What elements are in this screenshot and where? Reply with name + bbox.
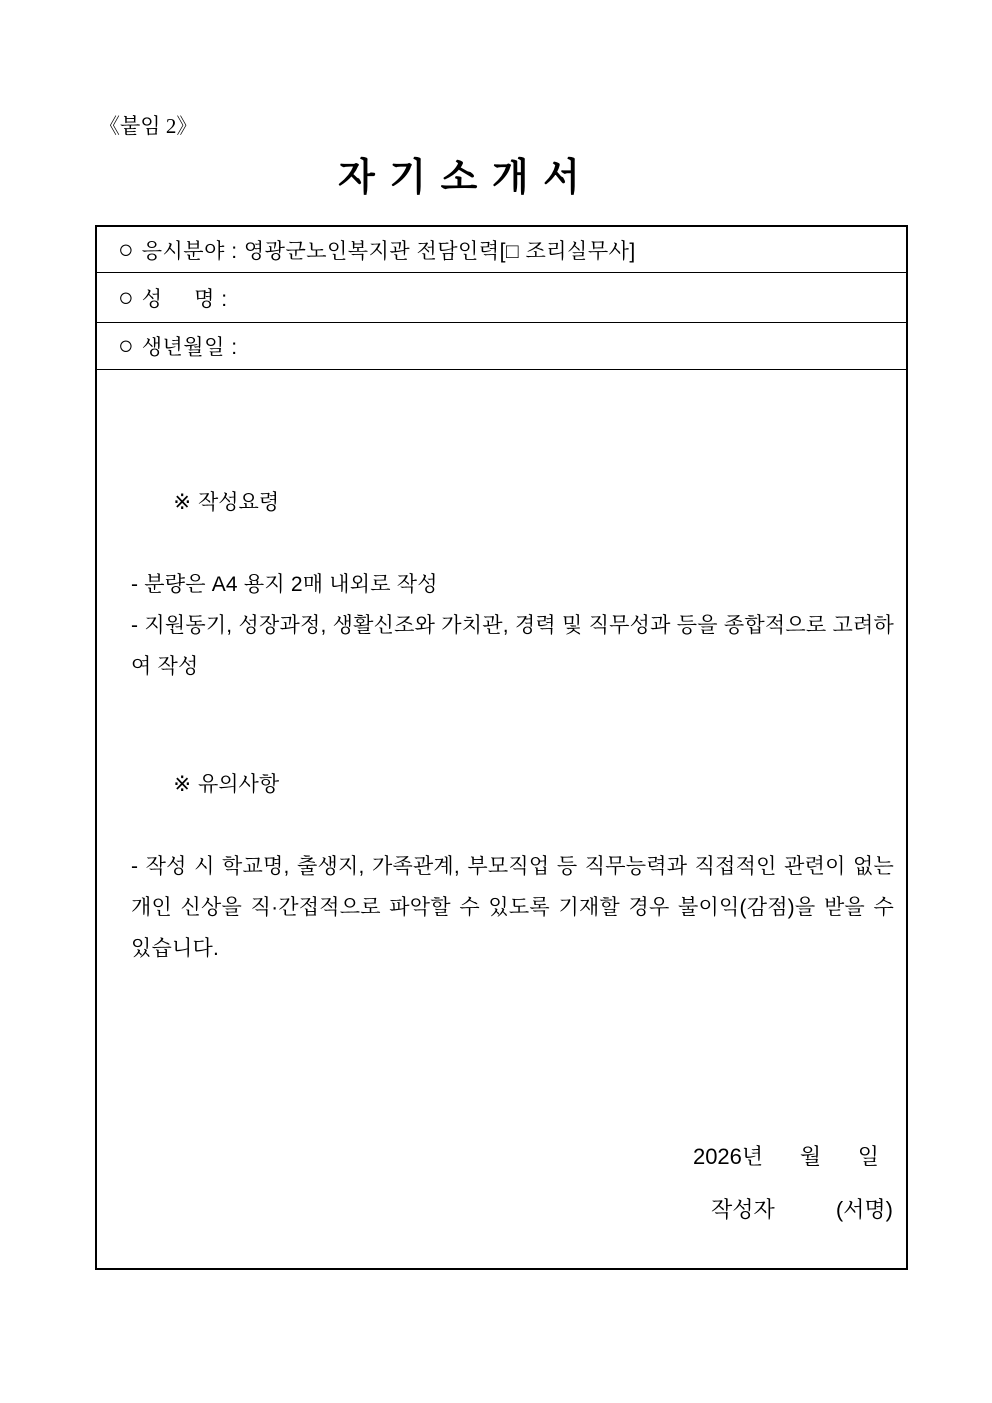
signature-block	[115, 1142, 894, 1225]
blank-space	[115, 969, 894, 1142]
reference-mark-icon: ※	[173, 773, 191, 796]
form-table	[95, 225, 908, 1270]
notice-item: - 지원동기, 성장과정, 생활신조와 가치관, 경력 및 직무성과 등을 종합적으로 고려하여 작성	[131, 614, 894, 678]
section-cautions	[115, 723, 894, 969]
section-heading	[115, 441, 894, 564]
circle-bullet-icon: ○	[118, 281, 134, 312]
reference-mark-icon: ※	[173, 491, 191, 514]
section-heading-text: 작성요령	[197, 491, 280, 514]
circle-bullet-icon: ○	[118, 233, 134, 264]
page-title: 자 기 소 개 서	[338, 157, 582, 199]
form-row-birthdate	[97, 323, 906, 370]
section-heading	[115, 723, 894, 846]
section-writing-guidelines	[115, 441, 894, 687]
notice-area	[97, 370, 906, 1268]
form-row-application-field	[97, 227, 906, 273]
signature-writer-line: 작성자 (서명)	[710, 1197, 893, 1222]
signature-date-line: 2026년 월 일	[692, 1144, 879, 1169]
form-row-name	[97, 273, 906, 323]
application-field-label: 응시분야 : 영광군노인복지관 전담인력[□ 조리실무사]	[141, 239, 636, 263]
notice-item: - 분량은 A4 용지 2매 내외로 작성	[131, 573, 438, 596]
circle-bullet-icon: ○	[118, 330, 134, 360]
name-field-label: 성 명 :	[141, 287, 228, 311]
section-heading-text: 유의사항	[197, 773, 280, 796]
notice-item: - 작성 시 학교명, 출생지, 가족관계, 부모직업 등 직무능력과 직접적인 관련이 없는 개인 신상을 직·간접적으로 파악할 수 있도록 기재할 경우 불이익(감점)을 받을 수 있습니다.	[131, 855, 894, 960]
birthdate-field-label: 생년월일 :	[141, 336, 238, 359]
attachment-label: 《붙임 2》	[99, 114, 198, 138]
